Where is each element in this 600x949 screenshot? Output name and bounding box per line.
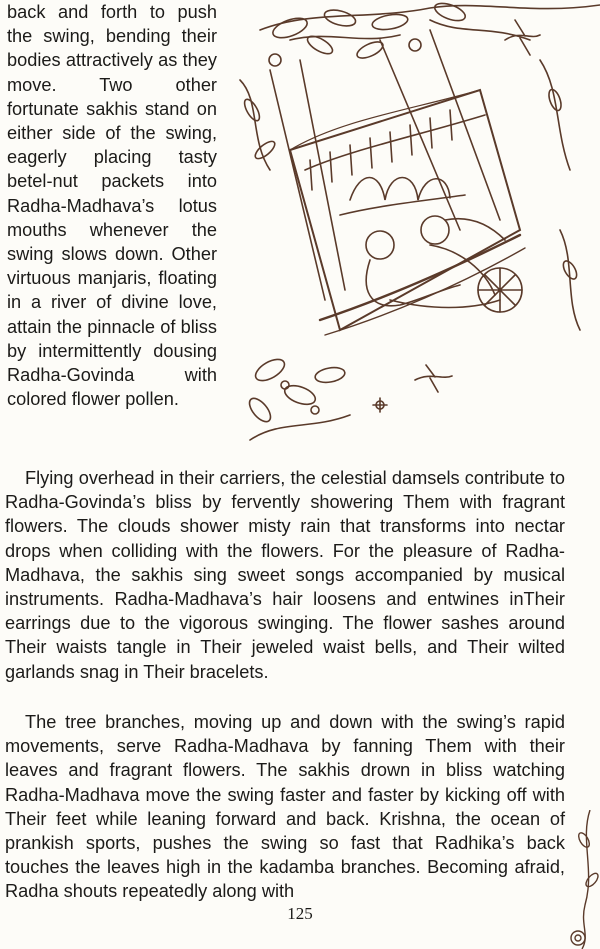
- swing-illustration: [230, 0, 600, 450]
- corner-vine-ornament: [560, 810, 600, 949]
- body-paragraph: The tree branches, moving up and down with the swing’s rapid movements, serve Radha-Madhava by fanning Them with their leaves and fragrant flowers. The sakhis drown in bliss watching Radha-Madhava move the swing faster and faster by kicking off with Their feet while leaning forward and back. Krishna, the ocean of prankish sports, pushes the swing so fast that Radhika’s back touches the leaves high in the kadamba branches. Becoming afraid, Radha shouts repeatedly along with: [5, 712, 565, 902]
- intro-paragraph: back and forth to push the swing, bending their bodies attractively as they move. Two other fortunate sakhis stand on either side of the swing, eagerly placing tasty betel-nut packets into Radha-Madhava’s lotus mouths whenever the swing slows down. Other virtuous manjaris, floating in a river of divine love, attain the pinnacle of bliss by intermittently dousing Radha-Govinda with colored flower pollen.: [7, 2, 217, 410]
- page-number: 125: [287, 904, 313, 923]
- body-paragraph: Flying overhead in their carriers, the celestial damsels contribute to Radha-Govinda’s bliss by fervently showering Them with fragrant flowers. The clouds shower misty rain that transforms into nectar drops when colliding with the flowers. For the pleasure of Radha-Madhava, the sakhis sing sweet songs accompanied by musical instruments. Radha-Madhava’s hair loosens and entwines inTheir earrings due to the vigorous swinging. The flower sashes around Their waists tangle in Their jeweled waist bells, and Their wilted garlands snag in Their bracelets.: [5, 468, 565, 682]
